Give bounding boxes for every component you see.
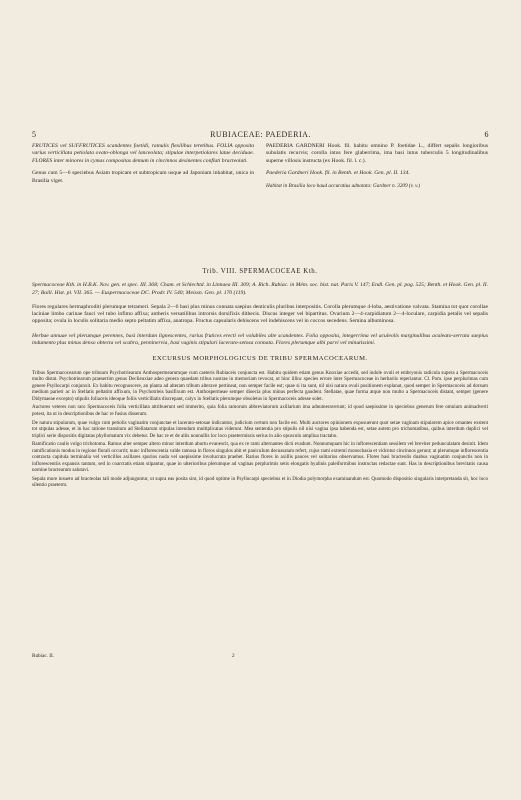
excursus-paragraph: Ramificatio caulis vulgo trichotoma. Ramus alter semper altero minor interdum abortu evanescit, qua ex re rami alternantes dicti evadunt. Nonnumquam hic in inflorescentiam sessilem vel breviter pedunculatam desinit. Idem ramificationis modus in regione florali occurrit; nunc inflorescentia valde ramosa in floros singulos abit et panicuIum decussatam refert, cujus rami extremi monochasia et vidcntur cincinnos gerunt; at plerumque inflorescentia contracta capitula terminalia vel verticillos axillares spurios nuda vel saepissime involucrata praebet. Rarius flores in axillis pauces vel solitarios observamus. Flores basi bracteolis duabus vaginatim conjunctis non in inflorescentiis expansis tantum, sed in coarctatis etiam stipantur, quae in ulterioribus plerumque ad vaginas perplurimis setis elongatis hyalinis paleiformibus instructas redactae sunt. Has in descriptionibus brevitatis causa nomine bractearum salutavi. xyxy=(32,441,488,474)
footer-sheet-number: 2 xyxy=(232,653,235,659)
two-columns xyxy=(32,143,488,195)
page-title: RUBIACEAE: PAEDERIA. xyxy=(210,130,311,139)
excursus-paragraph: Auctores veteres non raro Spermacoceis folia verticillata attribuerunt sed immerito, quia folia ramorum abbreviatorum axillarium ima adnumeraverunt; id quod saepissime in speciebus generum fere omnium animadverti potest, ita ut in descriptionibus de hac re fusius disseram. xyxy=(32,404,488,417)
tribe-section xyxy=(32,268,488,491)
right-column xyxy=(266,143,488,195)
excursus-title: EXCURSUS MORPHOLOGICUS DE TRIBU SPERMACOCEARUM. xyxy=(152,355,368,363)
species-habitat: Habitat in Brasilia loco haud accuratius adnotato: Gardner n. 3209 (v. v.) xyxy=(266,182,421,189)
excursus-paragraph: De natura stipularum, quae vulgo cum petiolis vaginatim conjunctae et lacerato-setosae indicantur, judicium certum non facile est. Multi auctores opinionem exposuerunt quot setae vaginam stipularem apice ornantes exstent tot stipulas adesse, et in hac ratione transitum ad Stellatarum stipulas intendum multiplicatas viderunt. Mea sententia pro stipulis nil nisi vagina ipsa habenda est, setae autem pro trichomatibus, quibus interdum duplici vel triplici serie dispositis digitatas phyllomatum vix debetur. De hac re et de aliis nonnullis loc loco praetermissis serius in alio opusculo ampliua tractabo. xyxy=(32,419,488,439)
tribe-synonymy: Spermacoceae Kth. in H.B.K. Nov. gen. et spec. III. 368; Cham. et Schlechtd. in Linnaea III. 309; A. Rich. Rubiac. in Mém. soc. hist. nat. Paris V. 147; Endl. Gen. pl. pag. 525; Benth. et Hook. Gen. pl. II. 27; Baill. Hist. pl. VII. 365. — Euspermacoceae DC. Prodr. IV. 540; Meissn. Gen. pl. 170 (119). xyxy=(32,282,488,296)
tribe-habit: Herbae annuae vel plerumque perennes, basi interdum lignescentes, rarius frutices erecti vel volubiles alte scandentes. Folia opposita, integerrima vel aculeolis marginalibus aculeato-serrata saepius indumento plus minus denso obtecta vel scabra, penninervia, basi vaginis stipulari lacerato-setosa connata. Flores plerumque albi parvi vel minutissimi. xyxy=(32,332,488,347)
excursus-paragraph: Tribus Spermacocearum ope tribuum Psychotriearum Anthospermearumque cum caeteris Rubiaceis conjuncta est. Habitu quidem etiam genus Knoxiae accedit, sed indole ovuli et embryonis radicula supera a Spermacoceis multo distat. Psychotriearum praesertim genus Declieuxiae adeo genera quaedam tribus nostrae in memoriam revocat, ut hinc illinc species errore inter Spermacoceae in herbariis reperiantur. Cl. Pom. ipse perplurimas cum genere Psyllocarpi conjunxit. Ex habitu recognoscere, an planta ad alteram tribum alterave pertineat, non semper facile est; quae si ita sunt, nil nisi natura ovuli positionem explanat, quod semper in Spermacoceis ad dorsum medium parietr ac in Stellatis peltatim affixum, in Psychotrieis basifixum est. Anthospermeae semper dioecia plus minus perfecta gaudent. Stellatae, quae forma atque non multo a Spermacoceis distant, semper (genere Didymaeae excepto) stipulis foliaceis ideoque foliis verticillatis discrepant, calyx in Stellatis plerumque obsoletus in Spermacoceis adesse solet. xyxy=(32,369,488,402)
species-description: PAEDERIA GARDNERI Hook. fil. habitu omnino P. foetidae L., differt sepalis longioribus subulatis recurvis; corolla intus fere glaberrima, ima basi intus tuberculis 5 longitudinalibus superne villosis instructa (ex Hook. fil. l. c.). xyxy=(266,143,488,164)
page-number-left: 5 xyxy=(32,130,37,139)
genus-description: FRUTICES vel SUFFRUTICES scandentes foetidi, ramulis flexilibus teretibus. FOLIA opposita varius verticillata petiolata ovato-oblonga vel lanceolata; stipulae interpetiolares latae deciduae. FLORES inter minores in cymas compositas demum in cincinnos desinentes conflati bracteolati. xyxy=(32,143,254,164)
tribe-title: Trib. VIII. SPERMACOCEAE Kth. xyxy=(202,268,318,275)
tribe-description: Flores regulares hermaphroditi plerumque tetrameri. Sepala 2—6 basi plus minus connata saepius denticulis pluribus interpositis. Corolla plerumque 4-loba, aestivatione valvata. Stamina tot quot corollae laciniae limbo carinae fauci vel tubo infimo affixa; antheris versatilibus introrsis dorsifixis dithecis. Discus integer vel bipartitus. Ovarium 2—4-carpidiatum 2—4-loculare, carpidia petalis vel sepalis opposita; ovula in loculis solitaria medio septo peltatim affixa, anatropa. Fructus capsularis dehiscens vel indehiscens vel in coccos secedens. Semina albuminosa. xyxy=(32,303,488,325)
page-footer xyxy=(32,653,488,659)
footer-signature: Rubiac. II. xyxy=(32,653,55,659)
excursus-text xyxy=(32,370,488,489)
species-citation: Paederia Gardneri Hook. fil. in Benth. et Hook. Gen. pl. II. 134. xyxy=(266,170,410,177)
excursus-paragraph: Sepala more insueto ad bracteolas tali mode adjunguntur, ut supra eas posita sint, id quod optime in Psyllocarpi speciebus et in Diodia polymorpha examinandum est. Quomodo dispositio singularis interpretanda sit, hoc loco silentio praeterm. xyxy=(32,475,488,489)
genus-distribution: Genus cum 5—6 speciebus Asiam tropicam et subtropicam usque ad Japoniam inhabitat, unica in Brasilia viget. xyxy=(32,170,254,184)
running-header xyxy=(32,130,489,139)
page-number-right: 6 xyxy=(484,130,489,139)
left-column xyxy=(32,143,254,195)
